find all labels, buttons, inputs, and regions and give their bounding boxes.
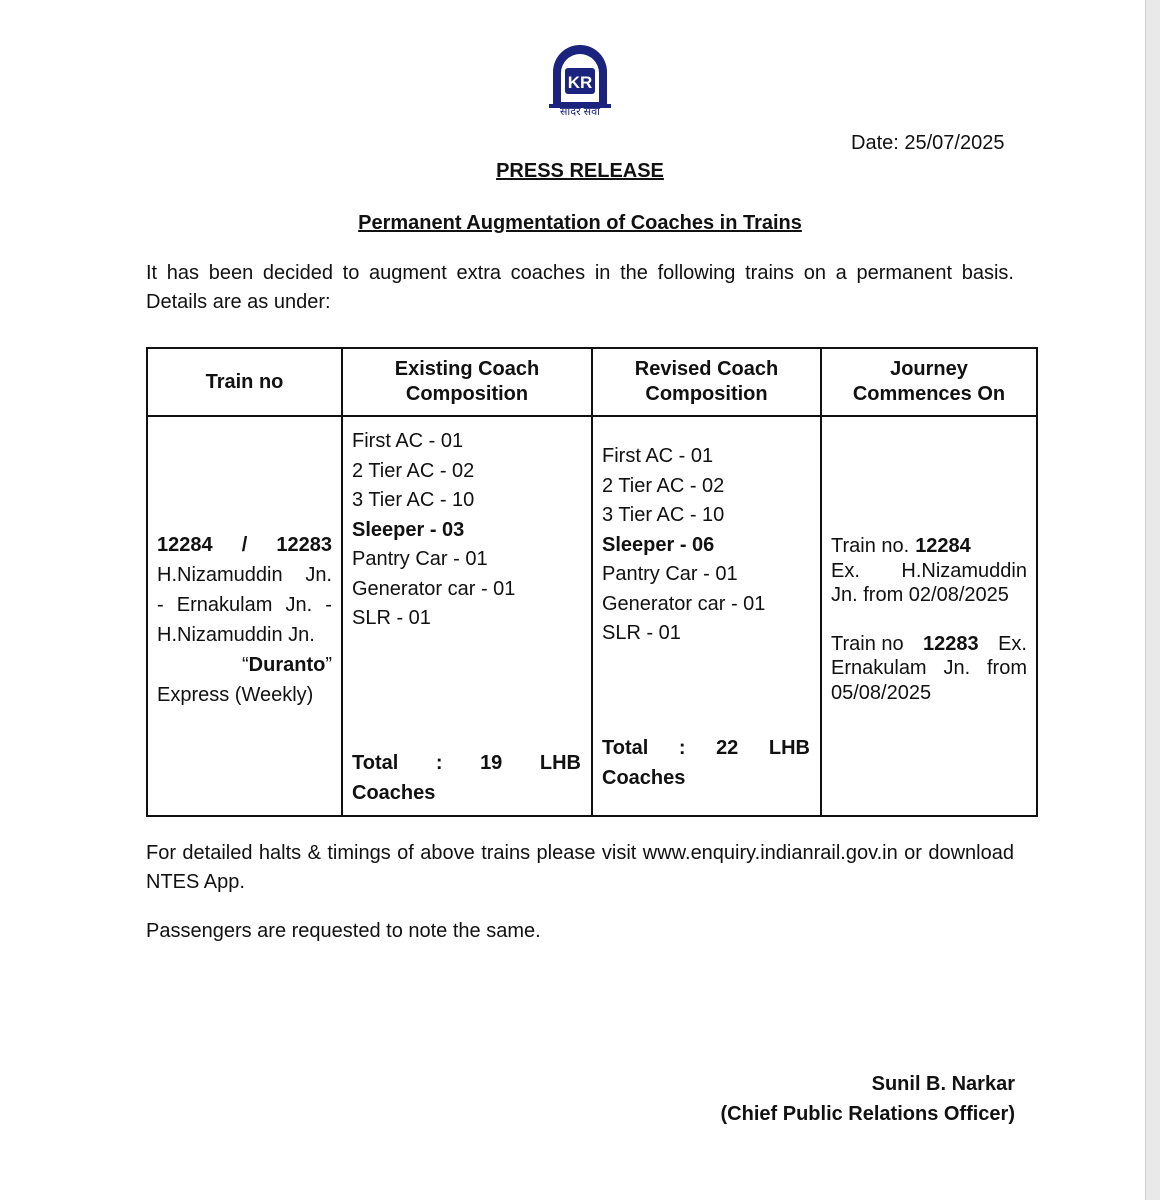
signatory-name: Sunil B. Narkar bbox=[871, 1073, 1015, 1095]
list-item: 3 Tier AC - 10 bbox=[602, 504, 725, 526]
list-item: Sleeper - 06 bbox=[602, 533, 715, 556]
revised-total: Total : 22 LHB Coaches bbox=[602, 737, 810, 789]
list-item: Generator car - 01 bbox=[352, 577, 516, 600]
page-title: PRESS RELEASE bbox=[496, 160, 664, 182]
list-item: First AC - 01 bbox=[352, 430, 464, 452]
table-header-row bbox=[147, 348, 1037, 416]
existing-composition-cell bbox=[342, 416, 592, 816]
train-details-cell: 12284 / 12283 H.Nizamuddin Jn. - Ernakulam Jn. - H.Nizamuddin Jn. “Duranto” Express (Weekly) bbox=[147, 416, 342, 816]
page-subtitle: Permanent Augmentation of Coaches in Trains bbox=[358, 212, 802, 234]
list-item: Pantry Car - 01 bbox=[352, 548, 488, 570]
halts-note: For detailed halts & timings of above trains please visit www.enquiry.indianrail.gov.in or download NTES App. bbox=[146, 842, 1014, 893]
train-name: Duranto bbox=[248, 654, 326, 676]
list-item: Sleeper - 03 bbox=[352, 518, 465, 541]
header-revised-composition: Revised Coach Composition bbox=[592, 348, 821, 416]
journey-entry-12284: Train no. 12284 Ex. H.Nizamuddin Jn. from 02/08/2025 bbox=[831, 535, 1027, 606]
list-item: 2 Tier AC - 02 bbox=[602, 474, 725, 497]
list-item: First AC - 01 bbox=[602, 445, 714, 467]
existing-total: Total : 19 LHB Coaches bbox=[352, 752, 581, 804]
train-service: Express (Weekly) bbox=[157, 684, 314, 706]
header-existing-composition: Existing Coach Composition bbox=[342, 348, 592, 416]
train-number-a: 12284 bbox=[157, 534, 213, 556]
coach-augmentation-table bbox=[146, 347, 1038, 817]
list-item: Pantry Car - 01 bbox=[602, 563, 738, 585]
closing-note: Passengers are requested to note the same. bbox=[146, 920, 541, 942]
revised-composition-cell bbox=[592, 416, 821, 816]
table-row bbox=[147, 416, 1037, 816]
journey-commences-cell bbox=[821, 416, 1037, 816]
list-item: Generator car - 01 bbox=[602, 592, 766, 615]
list-item: 2 Tier AC - 02 bbox=[352, 459, 475, 482]
header-train-no: Train no bbox=[147, 348, 342, 416]
list-item: SLR - 01 bbox=[352, 607, 431, 629]
logo-monogram: KR bbox=[567, 73, 593, 92]
list-item: 3 Tier AC - 10 bbox=[352, 489, 475, 511]
logo-tagline: सादर सेवा bbox=[559, 106, 601, 118]
intro-paragraph: It has been decided to augment extra coaches in the following trains on a permanent basis. Details are as under: bbox=[146, 262, 1014, 313]
list-item: SLR - 01 bbox=[602, 622, 681, 644]
header-journey-commences: Journey Commences On bbox=[821, 348, 1037, 416]
train-number-b: 12283 bbox=[276, 534, 332, 556]
signatory-designation: (Chief Public Relations Officer) bbox=[720, 1103, 1015, 1125]
journey-entry-12283: Train no 12283 Ex. Ernakulam Jn. from 05/08/2025 bbox=[831, 632, 1027, 704]
release-date: Date: 25/07/2025 bbox=[851, 132, 1005, 154]
